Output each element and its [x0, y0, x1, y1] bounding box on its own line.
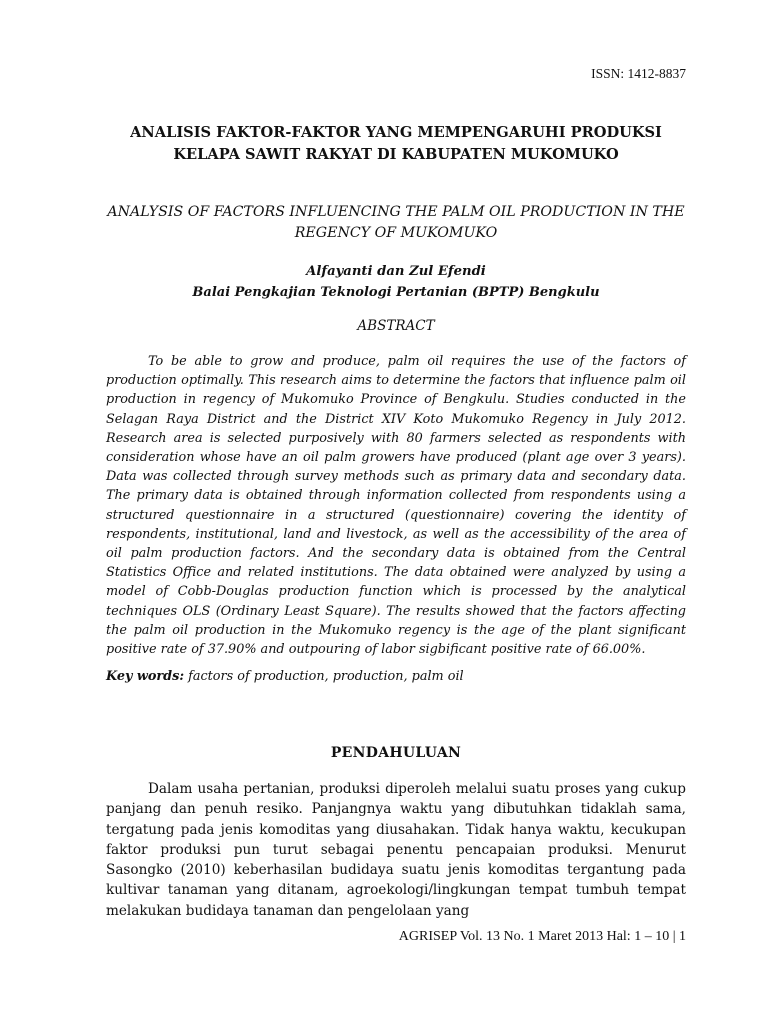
issn-label: ISSN: 1412-8837 [591, 66, 686, 81]
keywords-text: factors of production, production, palm oil [188, 669, 464, 684]
paper-title-indonesian: ANALISIS FAKTOR-FAKTOR YANG MEMPENGARUHI PRODUKSI KELAPA SAWIT RAKYAT DI KABUPATEN MUKOMUKO [130, 124, 662, 163]
page-footer: AGRISEP Vol. 13 No. 1 Maret 2013 Hal: 1 – 10 | 1 [398, 929, 686, 944]
keywords-label: Key words: [106, 669, 185, 684]
paper-title-english: ANALYSIS OF FACTORS INFLUENCING THE PALM OIL PRODUCTION IN THE REGENCY OF MUKOMUKO [107, 204, 685, 241]
authors: Alfayanti dan Zul Efendi [306, 264, 486, 279]
abstract-heading: ABSTRACT [357, 318, 435, 334]
keywords-line [106, 669, 686, 684]
section-heading: PENDAHULUAN [330, 745, 462, 761]
abstract-text: To be able to grow and produce, palm oil requires the use of the factors of production optimally. This research aims to determine the factors that influence palm oil production in regency of Mukomuko Province of Bengkulu. Studies conducted in the Selagan Raya District and the District XIV Koto Mukomuko Regency in July 2012. Research area is selected purposively with 80 farmers selected as respondents with consideration whose have an oil palm growers have produced (plant age over 3 years). Data was collected through survey methods such as primary data and secondary data. The primary data is obtained through information collected from respondents using a structured questionnaire in a structured (questionnaire) covering the identity of respondents, institutional, land and livestock, as well as the accessibility of the area of oil palm production factors. And the secondary data is obtained from the Central Statistics Office and related institutions. The data obtained were analyzed by using a model of Cobb-Douglas production function which is processed by the analytical techniques OLS (Ordinary Least Square). The results showed that the factors affecting the palm oil production in the Mukomuko regency is the age of the plant significant positive rate of 37.90% and outpouring of labor sigbificant positive rate of 66.00%. [106, 354, 686, 658]
body-paragraph: Dalam usaha pertanian, produksi diperoleh melalui suatu proses yang cukup panjang dan penuh resiko. Panjangnya waktu yang dibutuhkan tidaklah sama, tergatung pada jenis komoditas yang diusahakan. Tidak hanya waktu, kecukupan faktor produksi pun turut sebagai penentu pencapaian produksi. Menurut Sasongko (2010) keberhasilan budidaya suatu jenis komoditas tergantung pada kultivar tanaman yang ditanam, agroekologi/lingkungan tempat tumbuh tempat melakukan budidaya tanaman dan pengelolaan yang [106, 781, 686, 919]
affiliation: Balai Pengkajian Teknologi Pertanian (BPTP) Bengkulu [192, 285, 600, 300]
